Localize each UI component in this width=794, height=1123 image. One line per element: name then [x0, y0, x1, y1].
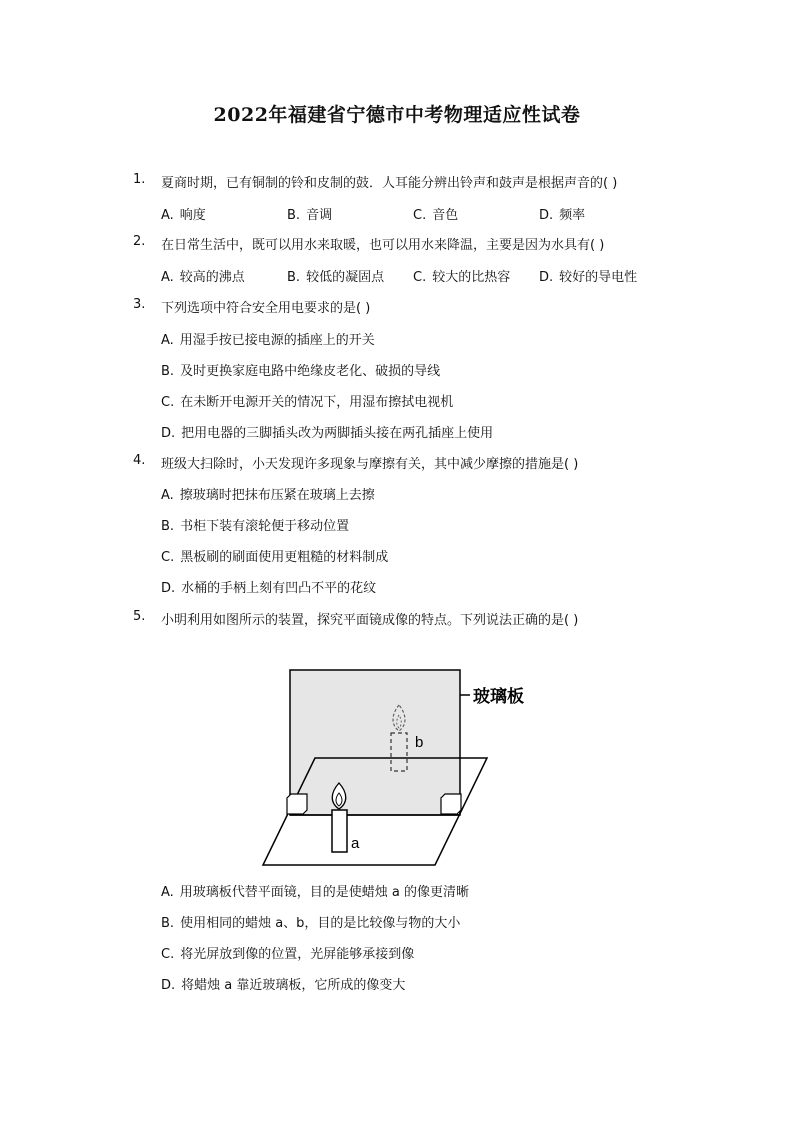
glass-plate-label: 玻璃板 — [473, 687, 524, 707]
question-5-option-c: C. 将光屏放到像的位置，光屏能够承接到像 — [161, 947, 415, 962]
question-3-option-c: C. 在未断开电源开关的情况下，用湿布擦拭电视机 — [161, 395, 454, 410]
question-3-number: 3. — [133, 297, 146, 312]
question-5-text: 小明利用如图所示的装置，探究平面镜成像的特点。下列说法正确的是( ) — [161, 613, 579, 628]
question-2-option-d: D. 较好的导电性 — [539, 270, 638, 285]
question-1-text: 夏商时期，已有铜制的铃和皮制的鼓．人耳能分辨出铃声和鼓声是根据声音的( ) — [161, 176, 618, 191]
question-1-option-b: B. 音调 — [287, 208, 333, 223]
question-4-option-a: A. 擦玻璃时把抹布压紧在玻璃上去擦 — [161, 488, 375, 503]
question-5-number: 5. — [133, 609, 146, 624]
question-3-option-a: A. 用湿手按已接电源的插座上的开关 — [161, 333, 375, 348]
question-1-option-a: A. 响度 — [161, 208, 206, 223]
question-5-option-d: D. 将蜡烛 a 靠近玻璃板，它所成的像变大 — [161, 978, 406, 993]
question-3-text: 下列选项中符合安全用电要求的是( ) — [161, 301, 371, 316]
question-2-text: 在日常生活中，既可以用水来取暖，也可以用水来降温，主要是因为水具有( ) — [161, 238, 605, 253]
question-4-option-b: B. 书柜下装有滚轮便于移动位置 — [161, 519, 350, 534]
question-2-option-a: A. 较高的沸点 — [161, 270, 245, 285]
question-2-option-b: B. 较低的凝固点 — [287, 270, 385, 285]
mirror-experiment-figure — [255, 665, 545, 875]
question-5-option-b: B. 使用相同的蜡烛 a、b，目的是比较像与物的大小 — [161, 916, 461, 931]
question-3-option-d: D. 把用电器的三脚插头改为两脚插头接在两孔插座上使用 — [161, 426, 494, 441]
question-1-option-c: C. 音色 — [413, 208, 459, 223]
question-1-number: 1. — [133, 172, 146, 187]
question-4-option-c: C. 黑板刷的刷面使用更粗糙的材料制成 — [161, 550, 389, 565]
glass-plate — [290, 670, 460, 815]
question-1-option-d: D. 频率 — [539, 208, 586, 223]
candle-b-label: b — [415, 734, 424, 751]
question-4-option-d: D. 水桶的手柄上刻有凹凸不平的花纹 — [161, 581, 377, 596]
question-2-number: 2. — [133, 234, 146, 249]
exam-title: 2022年福建省宁德市中考物理适应性试卷 — [213, 104, 581, 126]
candle-a-label: a — [351, 835, 360, 852]
candle-a — [332, 810, 347, 852]
question-3-option-b: B. 及时更换家庭电路中绝缘皮老化、破损的导线 — [161, 364, 441, 379]
question-4-number: 4. — [133, 453, 146, 468]
question-2-option-c: C. 较大的比热容 — [413, 270, 511, 285]
question-5-option-a: A. 用玻璃板代替平面镜，目的是使蜡烛 a 的像更清晰 — [161, 885, 470, 900]
question-4-text: 班级大扫除时，小天发现许多现象与摩擦有关，其中减少摩擦的措施是( ) — [161, 457, 579, 472]
